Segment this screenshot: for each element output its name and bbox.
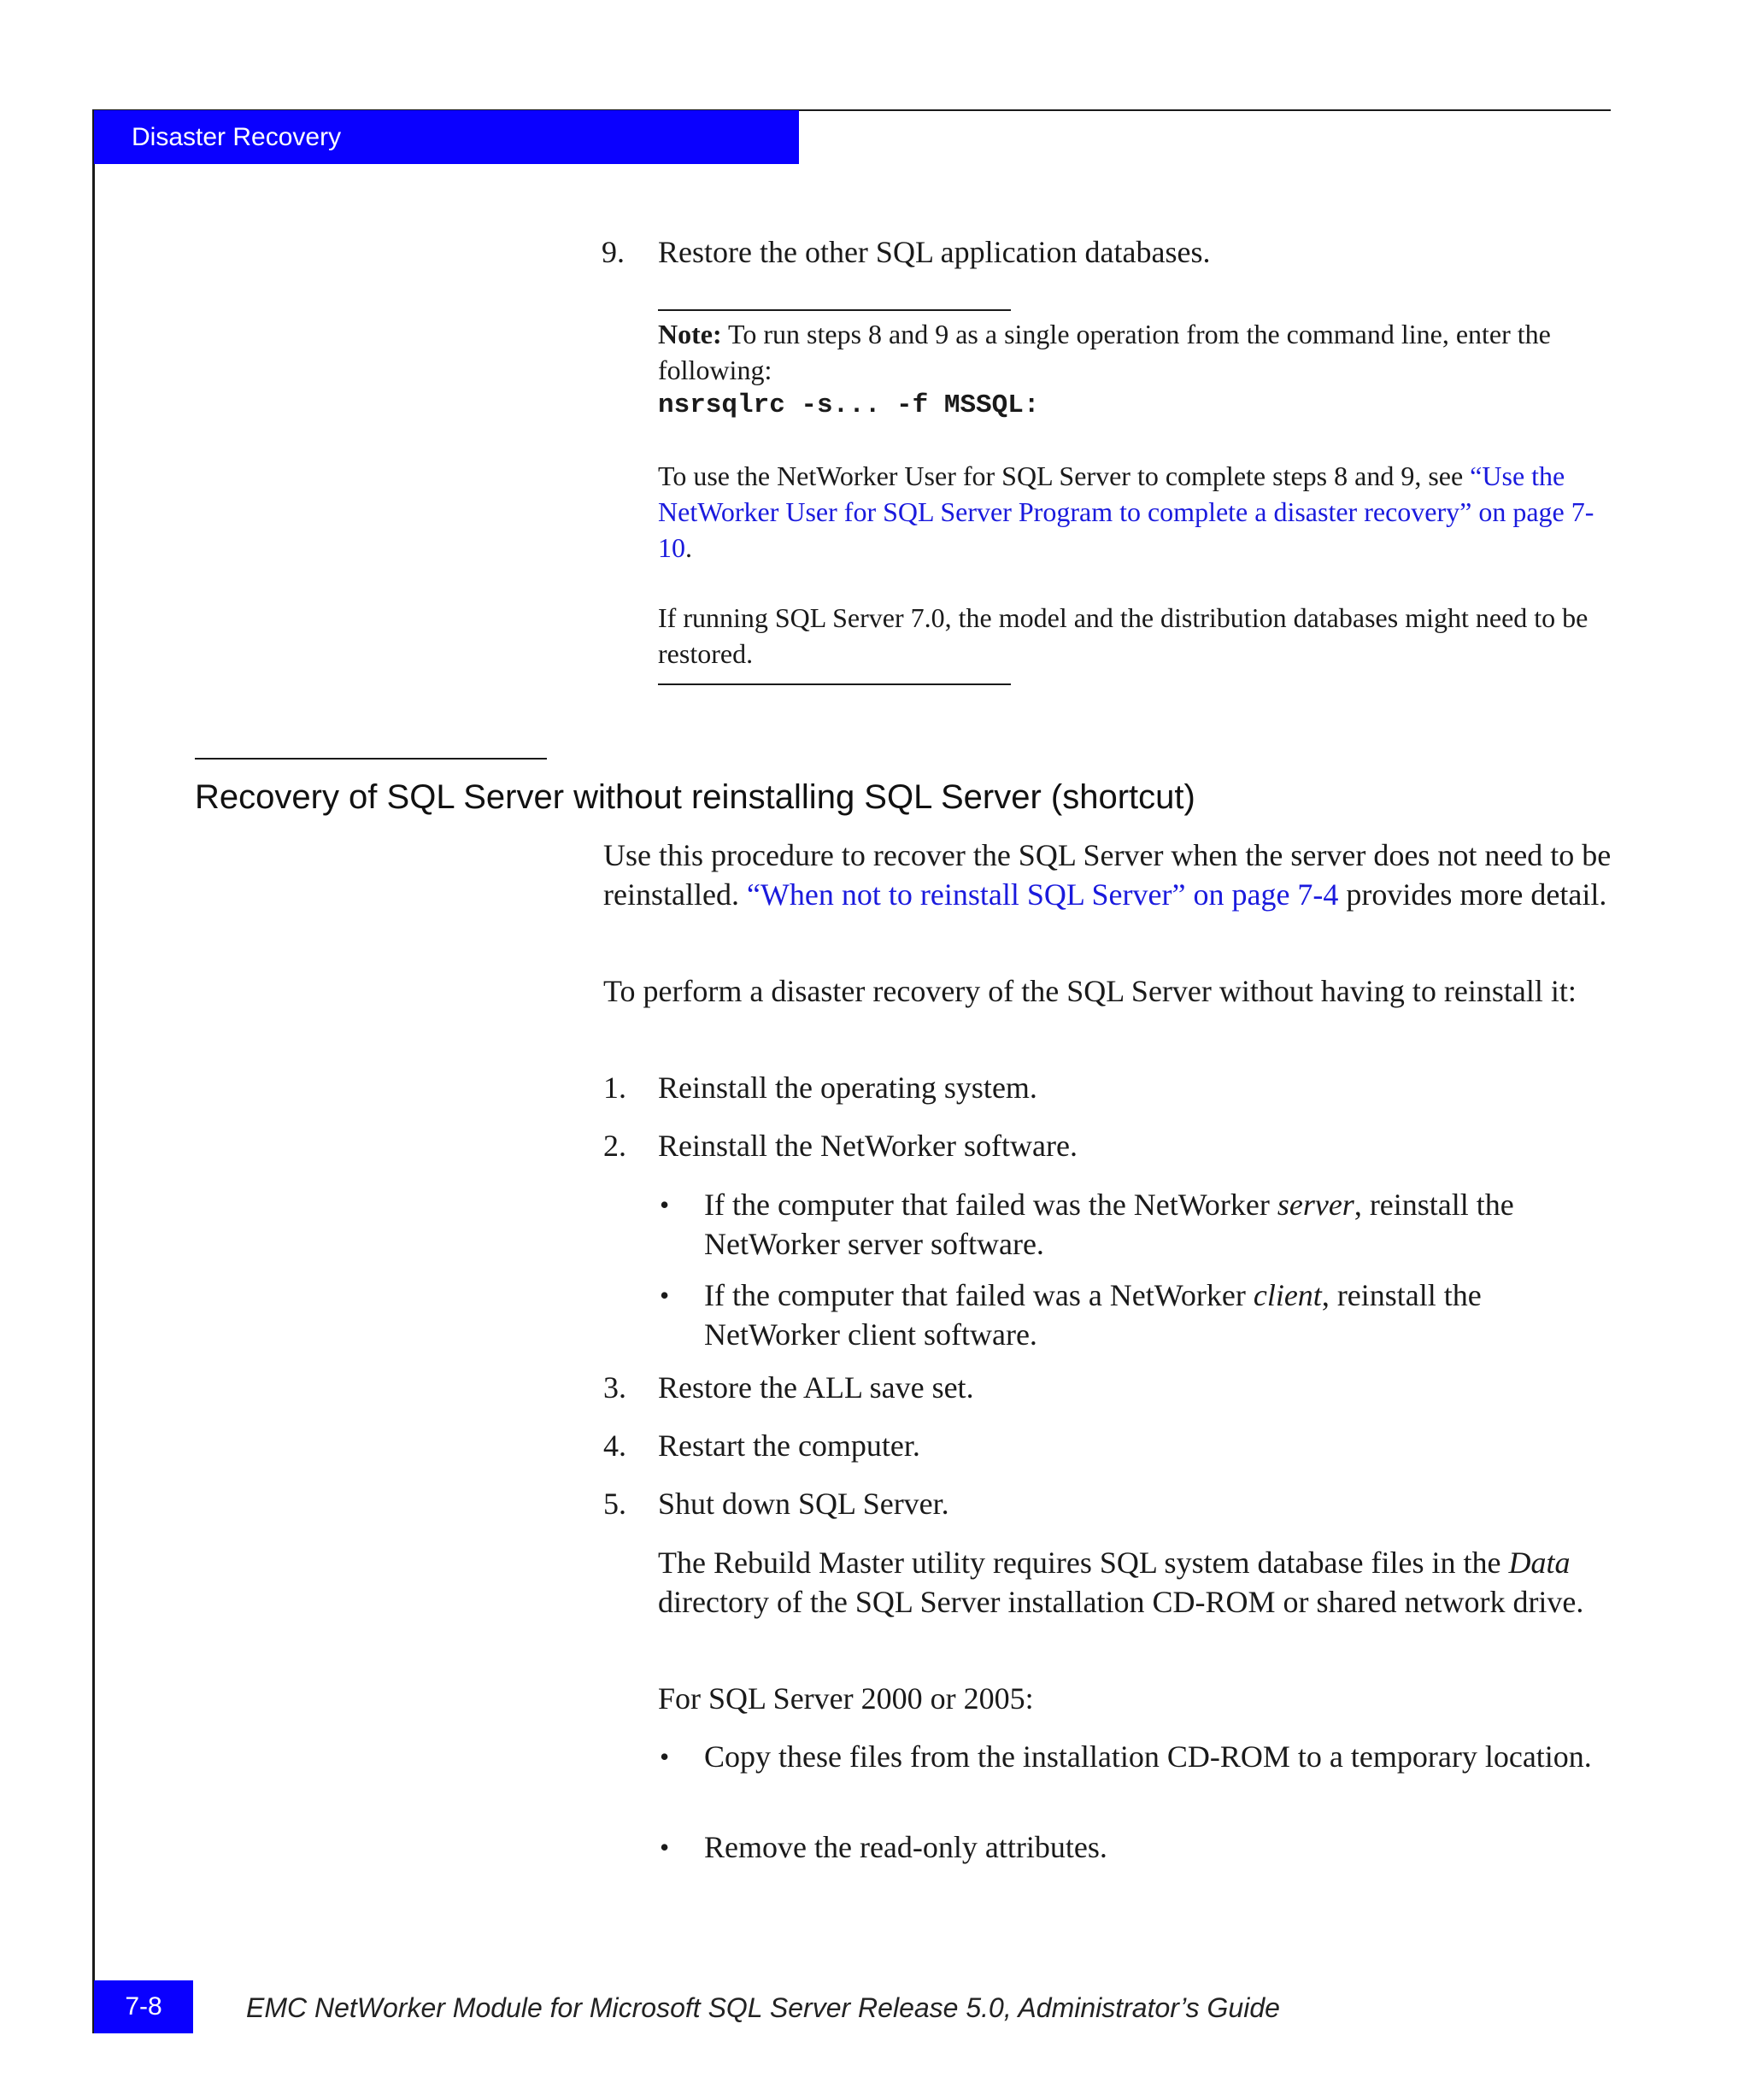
step-number: 9. bbox=[602, 235, 625, 269]
note-bottom-rule bbox=[658, 683, 1011, 685]
note-paragraph-3: If running SQL Server 7.0, the model and the distribution databases might need to be restored. bbox=[658, 602, 1589, 669]
step-1 bbox=[603, 1068, 1612, 1107]
step-2 bbox=[603, 1126, 1612, 1165]
step-number: 3. bbox=[603, 1370, 626, 1405]
bullet-text bbox=[704, 1276, 1612, 1354]
step-text: Restart the computer. bbox=[658, 1428, 920, 1463]
note-paragraph-1 bbox=[658, 316, 1606, 388]
bullet-text-pre: If the computer that failed was the NetWorker bbox=[704, 1188, 1277, 1222]
bullet-text-emphasis: client bbox=[1253, 1278, 1322, 1312]
note-text: To run steps 8 and 9 as a single operation from the command line, enter the following: bbox=[658, 319, 1551, 385]
step-text: Restore the other SQL application databases. bbox=[658, 235, 1211, 269]
step-5 bbox=[603, 1484, 1612, 1523]
bullet-text-post: , reinstall the NetWorker client software. bbox=[704, 1278, 1482, 1352]
bullet-marker: • bbox=[660, 1741, 670, 1772]
bullet-text-emphasis: server bbox=[1277, 1188, 1354, 1222]
page-number-box bbox=[94, 1980, 193, 2033]
note-block bbox=[658, 316, 1606, 672]
procedure-intro: To perform a disaster recovery of the SQL Server without having to reinstall it: bbox=[603, 974, 1577, 1008]
note-label: Note: bbox=[658, 319, 722, 349]
step-5-paragraph-2: For SQL Server 2000 or 2005: bbox=[658, 1681, 1034, 1716]
page-number: 7-8 bbox=[125, 1992, 162, 2021]
step-number: 5. bbox=[603, 1487, 626, 1521]
intro-paragraph bbox=[603, 836, 1612, 914]
bullet-item bbox=[658, 1737, 1612, 1776]
step5-text-post: directory of the SQL Server installation CD-ROM or shared network drive. bbox=[658, 1585, 1584, 1619]
step-4 bbox=[603, 1426, 1612, 1465]
step5-text-pre: The Rebuild Master utility requires SQL system database files in the bbox=[658, 1546, 1509, 1580]
bullet-item bbox=[658, 1276, 1612, 1354]
intro-cross-reference-link[interactable]: “When not to reinstall SQL Server” on page 7-4 bbox=[746, 877, 1339, 912]
left-margin-rule bbox=[92, 109, 95, 2033]
note-para2-text: To use the NetWorker User for SQL Server to complete steps 8 and 9, see bbox=[658, 460, 1471, 491]
intro-text-end: provides more detail. bbox=[1338, 877, 1607, 912]
bullet-item bbox=[658, 1185, 1612, 1264]
intro-text: Use this procedure to recover the SQL Server when the server does not need to be reinstalled. bbox=[603, 838, 1612, 912]
note-cross-reference-link[interactable]: “Use the NetWorker User for SQL Server Program to complete a disaster recovery” on page 7-10 bbox=[658, 460, 1594, 563]
bullet-text: Copy these files from the installation CD-ROM to a temporary location. bbox=[704, 1739, 1592, 1774]
note-para2-period: . bbox=[685, 532, 692, 563]
note-paragraph-2 bbox=[658, 458, 1606, 566]
step-3 bbox=[603, 1368, 1612, 1407]
step-text: Reinstall the NetWorker software. bbox=[658, 1129, 1078, 1163]
bullet-item bbox=[658, 1827, 1612, 1867]
bullet-text: Remove the read-only attributes. bbox=[704, 1830, 1107, 1864]
bullet-text-pre: If the computer that failed was a NetWorker bbox=[704, 1278, 1254, 1312]
bullet-marker: • bbox=[660, 1189, 670, 1220]
section-header-band bbox=[94, 110, 799, 164]
bullet-marker: • bbox=[660, 1832, 670, 1862]
step-number: 4. bbox=[603, 1428, 626, 1463]
step-5-paragraph-1 bbox=[658, 1543, 1612, 1622]
section-heading: Recovery of SQL Server without reinstalling SQL Server (shortcut) bbox=[195, 778, 1195, 816]
bullet-text-post: , reinstall the NetWorker server software. bbox=[704, 1188, 1514, 1261]
heading-rule bbox=[195, 758, 547, 760]
footer-document-title: EMC NetWorker Module for Microsoft SQL Server Release 5.0, Administrator’s Guide bbox=[246, 1992, 1280, 2023]
step-text: Restore the ALL save set. bbox=[658, 1370, 974, 1405]
step-text: Shut down SQL Server. bbox=[658, 1487, 949, 1521]
step5-text-emphasis: Data bbox=[1508, 1546, 1571, 1580]
bullet-text bbox=[704, 1185, 1612, 1264]
note-command: nsrsqlrc -s... -f MSSQL: bbox=[658, 390, 1040, 420]
step-number: 2. bbox=[603, 1129, 626, 1163]
section-header-title: Disaster Recovery bbox=[132, 123, 342, 151]
step-text: Reinstall the operating system. bbox=[658, 1071, 1037, 1105]
bullet-marker: • bbox=[660, 1280, 670, 1311]
note-top-rule bbox=[658, 309, 1011, 311]
step-number: 1. bbox=[603, 1071, 626, 1105]
